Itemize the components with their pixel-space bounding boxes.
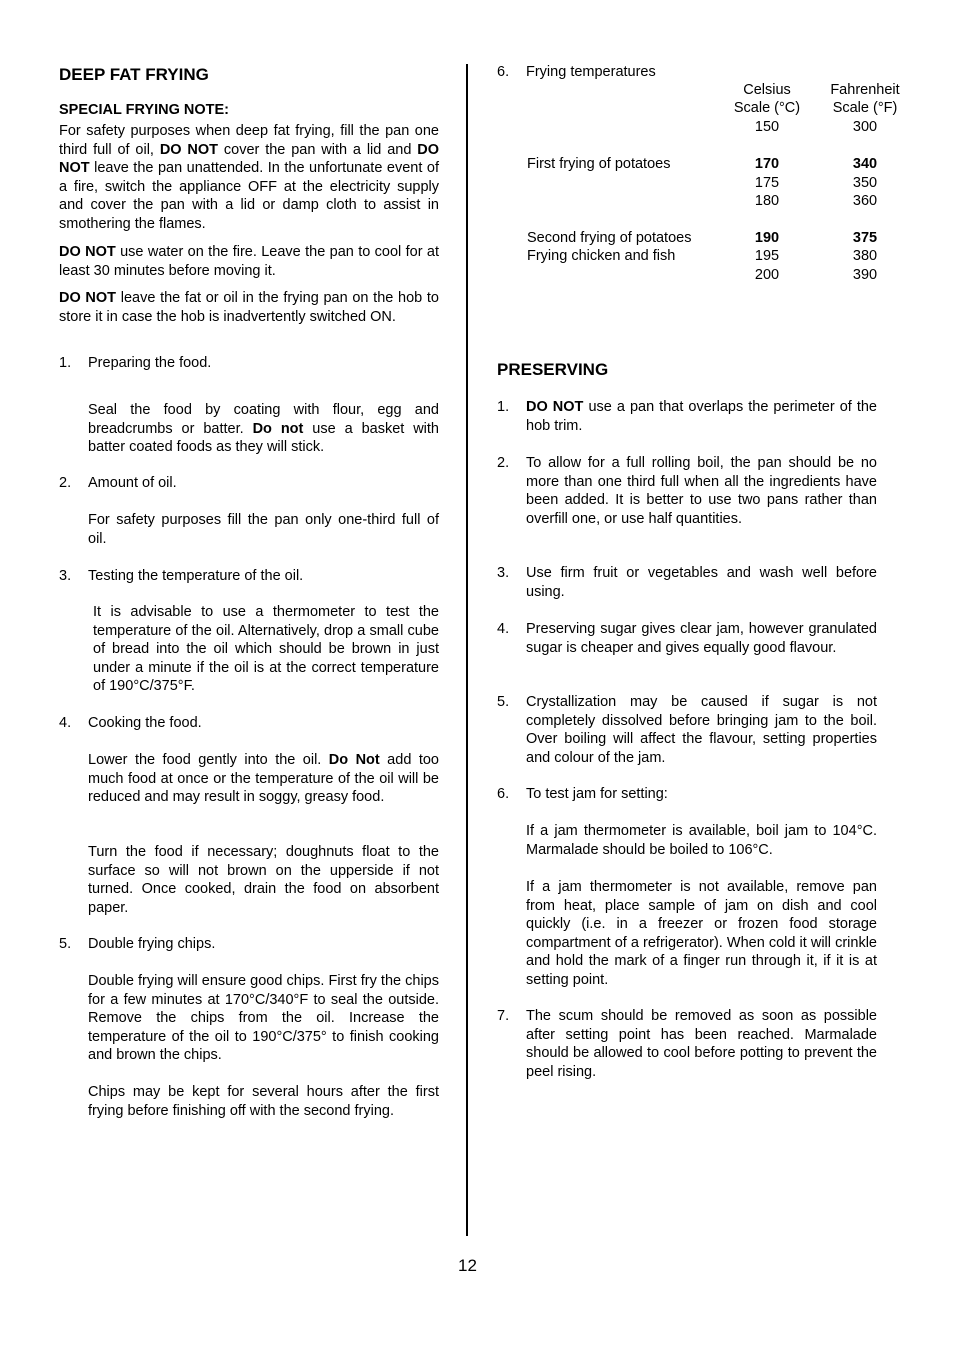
item-heading: Double frying chips.: [88, 936, 216, 952]
item-text: Seal the food by coating with flour, egg and breadcrumbs or batter. Do not use a basket with batter coated foods as they will stick.: [88, 402, 439, 455]
temp-fahrenheit-value: 340: [852, 156, 878, 172]
temp-fahrenheit-value: 300: [852, 119, 878, 135]
item-text: Use firm fruit or vegetables and wash well before using.: [526, 565, 877, 600]
column-divider: [466, 64, 468, 1236]
item-heading: Frying temperatures: [526, 64, 656, 80]
item-heading: Cooking the food.: [88, 715, 202, 731]
temp-celsius-value: 170: [754, 156, 780, 172]
item-heading: Testing the temperature of the oil.: [88, 568, 304, 584]
temp-celsius-value: 190: [754, 230, 780, 246]
item-text-2: Turn the food if necessary; doughnuts float to the surface so will not brown on the upperside if not turned. Once cooked, drain the food on absorbent paper.: [88, 844, 439, 916]
temp-fahrenheit-value: 360: [852, 193, 878, 209]
item-text: Lower the food gently into the oil. Do Not add too much food at once or the temperature of the oil will be reduced and may result in soggy, greasy food.: [88, 752, 439, 805]
fahrenheit-header: Fahrenheit Scale (°F): [830, 82, 900, 117]
item-text-2: Chips may be kept for several hours after the first frying before finishing off with the second frying.: [88, 1084, 439, 1119]
temp-fahrenheit-value: 390: [852, 267, 878, 283]
item-text: The scum should be removed as soon as possible after setting point has been reached. Marmalade should be allowed to cool before potting to prevent the peel rising.: [526, 1008, 877, 1080]
item-text: It is advisable to use a thermometer to test the temperature of the oil. Alternatively, drop a small cube of bread into the oil which should be brown in just under a minute if the oil is at the correct temperature of 190°C/375°F.: [93, 604, 439, 694]
temp-row-label: First frying of potatoes: [527, 156, 671, 172]
celsius-header: Celsius Scale (°C): [733, 82, 801, 117]
item-heading: Amount of oil.: [88, 475, 177, 491]
note-paragraph-2: DO NOT use water on the fire. Leave the pan to cool for at least 30 minutes before moving it.: [59, 244, 439, 279]
temp-celsius-value: 150: [754, 119, 780, 135]
item-text: For safety purposes fill the pan only one-third full of oil.: [88, 512, 439, 547]
temp-celsius-value: 180: [754, 193, 780, 209]
note-paragraph-1: For safety purposes when deep fat frying, fill the pan one third full of oil, DO NOT cover the pan with a lid and DO NOT leave the pan unattended. In the unfortunate event of a fire, switch the appliance OFF at the electricity supply and cover the pan with a lid or damp cloth to assist in smothering the flames.: [59, 123, 439, 232]
item-heading: Preparing the food.: [88, 355, 212, 371]
temp-row-label: Frying chicken and fish: [527, 248, 676, 264]
item-text: DO NOT use a pan that overlaps the perimeter of the hob trim.: [526, 399, 877, 434]
item-text: Double frying will ensure good chips. First fry the chips for a few minutes at 170°C/340°F to seal the outside. Remove the chips from the oil. Increase the temperature of the oil to 190°C/375° to finish cooking and brown the chips.: [88, 973, 439, 1063]
temp-fahrenheit-value: 375: [852, 230, 878, 246]
item-text-2: If a jam thermometer is not available, remove pan from heat, place sample of jam on dish and cool quickly (i.e. in a freezer or frozen food storage compartment of a refrigerator). When cold it will crinkle and hold the mark of a finger run through it, if it is at setting point.: [526, 879, 877, 988]
page-number: 12: [458, 1256, 477, 1275]
temp-fahrenheit-value: 350: [852, 175, 878, 191]
temp-fahrenheit-value: 380: [852, 248, 878, 264]
note-paragraph-3: DO NOT leave the fat or oil in the frying pan on the hob to store it in case the hob is inadvertently switched ON.: [59, 290, 439, 325]
temp-celsius-value: 175: [754, 175, 780, 191]
item-text: To allow for a full rolling boil, the pan should be no more than one third full when all the ingredients have been added. It is better to use two pans rather than overfill one, or use half quantities.: [526, 455, 877, 527]
preserving-title: PRESERVING: [497, 360, 609, 379]
item-text: If a jam thermometer is available, boil jam to 104°C. Marmalade should be boiled to 106°C.: [526, 823, 877, 858]
temp-celsius-value: 195: [754, 248, 780, 264]
deep-fat-frying-title: DEEP FAT FRYING: [59, 65, 209, 84]
item-heading: To test jam for setting:: [526, 786, 668, 802]
item-text: Crystallization may be caused if sugar is not completely dissolved before bringing jam to the boil. Over boiling will affect the flavour, setting properties and colour of the jam.: [526, 694, 877, 766]
temp-row-label: Second frying of potatoes: [527, 230, 692, 246]
item-text: Preserving sugar gives clear jam, however granulated sugar is cheaper and gives equally good flavour.: [526, 621, 877, 656]
temp-celsius-value: 200: [754, 267, 780, 283]
special-note-heading: SPECIAL FRYING NOTE:: [59, 102, 229, 118]
